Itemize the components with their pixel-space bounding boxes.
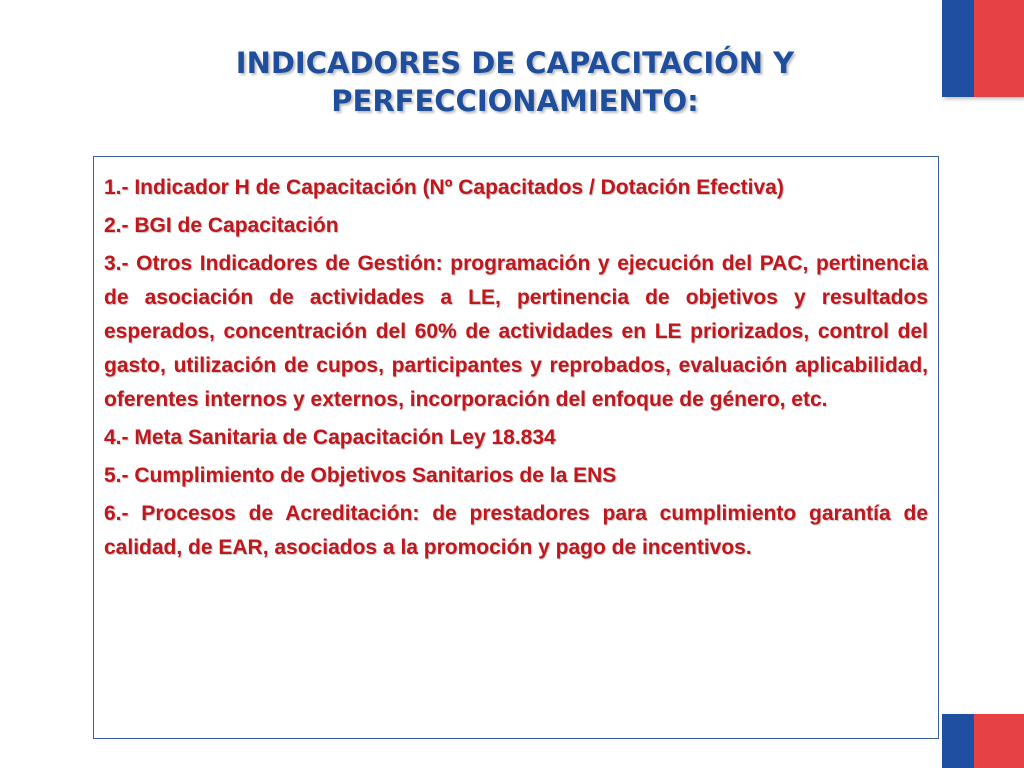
flag-blue-bar [942, 0, 974, 97]
flag-decoration-top [942, 0, 1024, 97]
slide-title: INDICADORES DE CAPACITACIÓN Y PERFECCIONAMIENTO: [235, 46, 795, 118]
flag-decoration-bottom [942, 714, 1024, 768]
list-item-1: 1.- Indicador H de Capacitación (Nº Capacitados / Dotación Efectiva) [104, 176, 784, 199]
flag-red-bar [974, 714, 1024, 768]
flag-red-bar [974, 0, 1024, 97]
list-item-4: 4.- Meta Sanitaria de Capacitación Ley 18.834 [104, 426, 556, 449]
flag-blue-bar [942, 714, 974, 768]
list-item-6: 6.- Procesos de Acreditación: de prestadores para cumplimiento garantía de calidad, de EAR, asociados a la promoción y pago de incentivos. [104, 502, 928, 559]
content-box [93, 156, 939, 739]
list-item-5: 5.- Cumplimiento de Objetivos Sanitarios de la ENS [104, 464, 617, 487]
list-item-2: 2.- BGI de Capacitación [104, 214, 339, 237]
list-item-3: 3.- Otros Indicadores de Gestión: programación y ejecución del PAC, pertinencia de asociación de actividades a LE, pertinencia de objetivos y resultados esperados, concentración del 60% de actividades en LE priorizados, control del gasto, utilización de cupos, participantes y reprobados, evaluación aplicabilidad, oferentes internos y externos, incorporación del enfoque de género, etc. [104, 252, 928, 411]
